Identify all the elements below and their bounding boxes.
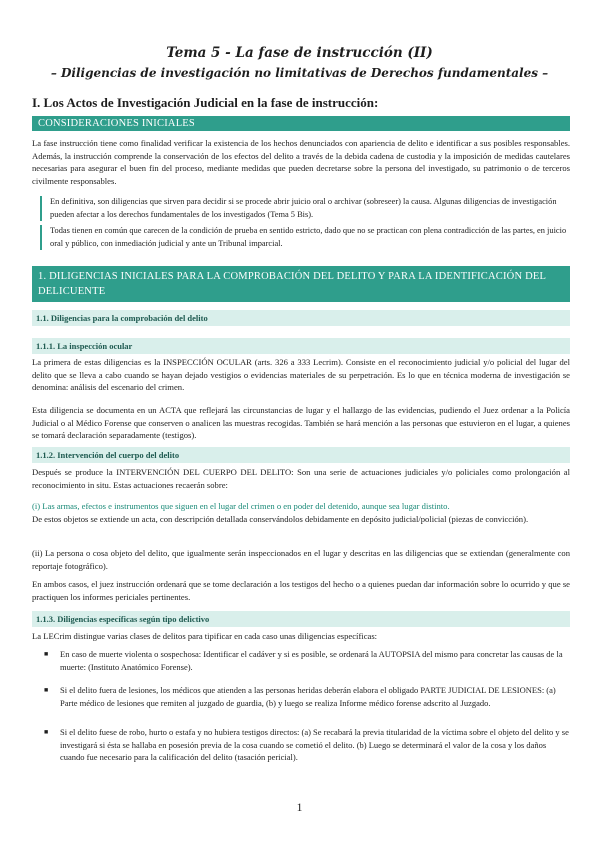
diligencias-bar: 1. DILIGENCIAS INICIALES PARA LA COMPROBACIÓN DEL DELITO Y PARA LA IDENTIFICACIÓN DEL DELICUENTE <box>32 266 570 302</box>
consideraciones-bar: CONSIDERACIONES INICIALES <box>32 116 570 131</box>
quote-definitiva: En definitiva, son diligencias que sirven para decidir si se procede abrir juicio oral o archivar (sobreseer) la causa. Algunas diligencias de investigación pueden afectar a los derechos fundamentales de los investigados (Tema 5 Bis). <box>40 196 570 221</box>
subheading-1-1-1: 1.1.1. La inspección ocular <box>32 338 570 354</box>
consideraciones-paragraph: La fase instrucción tiene como finalidad verificar la existencia de los hechos denunciados con apariencia de delito e identificar a sus posibles responsables. Además, la instrucción comprende la conservación de los efectos del delito a través de la debida cadena de custodia y la imposición de medidas cautelares necesarias para asegurar el buen fin del proceso, mediante medidas que pueden decretarse sobre la persona del investigado, su patrimonio o de terceros civilmente responsables. <box>32 138 570 186</box>
subheading-1-1-2: 1.1.2. Intervención del cuerpo del delito <box>32 447 570 463</box>
quote-prueba: Todas tienen en común que carecen de la condición de prueba en sentido estricto, dado que no se practican con plena contradicción de las partes, en juicio oral y público, con inmediación judicial y ante un Tribunal imparcial. <box>40 225 570 250</box>
paragraph-ambos-casos: En ambos casos, el juez instrucción ordenará que se tome declaración a los testigos del hecho o a quienes puedan dar información sobre lo ocurrido y que se practiquen los informes periciales pertinentes. <box>32 579 570 602</box>
paragraph-inspeccion: La primera de estas diligencias es la INSPECCIÓN OCULAR (arts. 326 a 333 Lecrim). Consiste en el reconocimiento judicial y/o policial del lugar del delito que se lleva a cabo cuando se hayan dejado vestigios o evidencias materiales de su perpetración. Es lo que en técnica moderna de investigación se denomina: análisis del escenario del crimen. <box>32 357 570 392</box>
paragraph-lecrim: La LECrim distingue varias clases de delitos para tipificar en cada caso unas diligencias específicas: <box>32 631 378 641</box>
paragraph-acta-objetos: De estos objetos se extiende un acta, con descripción detallada conservándolos debidamente en depósito judicial/policial (piezas de convicción). <box>32 514 529 524</box>
page-subtitle: – Diligencias de investigación no limitativas de Derechos fundamentales – <box>50 66 549 80</box>
paragraph-acta: Esta diligencia se documenta en un ACTA que reflejará las circunstancias de lugar y el hallazgo de las evidencias, pudiendo el Juez ordenar a la Policía Judicial o al Médico Forense que conserven o analicen las muestras recogidas. También se hará mención a las personas que estuvieron en el lugar, a quienes se tomará declaración separadamente (testigos). <box>32 405 570 440</box>
subheading-1-1-3: 1.1.3. Diligencias específicas según tipo delictivo <box>32 611 570 627</box>
page-number: 1 <box>296 800 303 814</box>
bullet-lesiones: ■ Si el delito fuera de lesiones, los médicos que atienden a las personas heridas deberán elabora el obligado PARTE JUDICIAL DE LESIONES: (a) Parte médico de lesiones que remiten al juzgado de guardia, (b) y luego se realiza Informe médico forense adscrito al Juzgado. <box>60 684 570 709</box>
paragraph-armas: (i) Las armas, efectos e instrumentos que siguen en el lugar del crimen o en poder del detenido, aunque sea lugar distinto. <box>32 501 450 511</box>
subheading-1-1: 1.1. Diligencias para la comprobación del delito <box>32 310 570 326</box>
bullet-robo: ■ Si el delito fuese de robo, hurto o estafa y no hubiera testigos directos: (a) Se recabará la previa titularidad de la víctima sobre el objeto del delito y se investigará si ésta se hallaba en posesión previa de la cosa cuando se cometió el delito. (b) Luego se determinará el valor de la cosa y los daños cuando fue necesario para la calificación del delito (tasación pericial). <box>60 726 570 764</box>
paragraph-intervencion: Después se produce la INTERVENCIÓN DEL CUERPO DEL DELITO: Son una serie de actuaciones judiciales y/o policiales como prolongación al reconocimiento in situ. Estas actuaciones recaerán sobre: <box>32 467 570 490</box>
section-heading: I. Los Actos de Investigación Judicial en la fase de instrucción: <box>32 95 379 110</box>
page-title: Tema 5 - La fase de instrucción (II) <box>166 45 433 61</box>
bullet-muerte: ■ En caso de muerte violenta o sospechosa: Identificar el cadáver y si es posible, se ordenará la AUTOPSIA del mismo para concretar las causas de la muerte: (Instituto Anatómico Forense). <box>60 648 570 673</box>
paragraph-persona-cosa: (ii) La persona o cosa objeto del delito, que igualmente serán inspeccionados en el lugar y descritas en las diligencias que se extiendan (generalmente con reportaje fotográfico). <box>32 548 570 571</box>
